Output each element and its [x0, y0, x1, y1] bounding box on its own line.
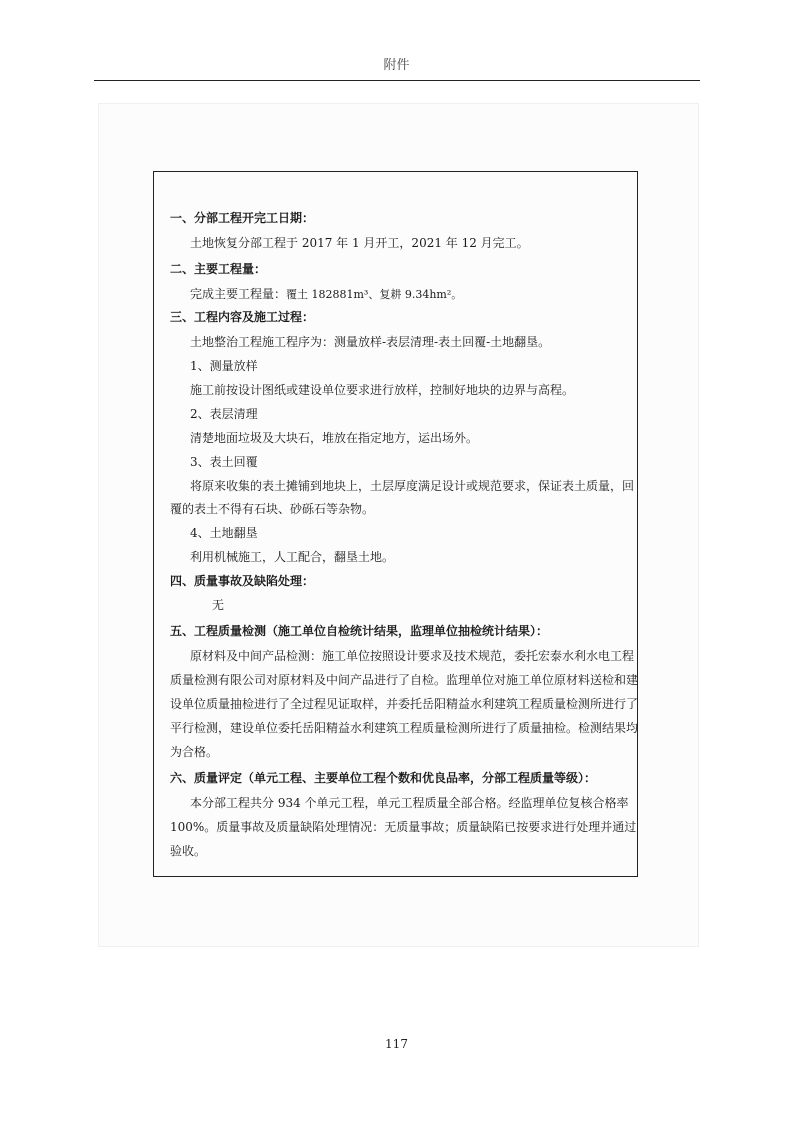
page-number: 117: [385, 1037, 408, 1051]
section-3-4-text: 利用机械施工，人工配合，翻垦土地。: [190, 550, 395, 564]
section-3-intro: 土地整治工程施工程序为：测量放样-表层清理-表土回覆-土地翻垦。: [190, 335, 551, 349]
section-5-text-4: 平行检测，建设单位委托岳阳精益水利建筑工程质量检测所进行了质量抽检。检测结果均: [170, 721, 639, 735]
section-3-1-title: 1、测量放样: [190, 359, 258, 373]
section-1-text: 土地恢复分部工程于 2017 年 1 月开工，2021 年 12 月完工。: [190, 236, 529, 250]
section-3-3-title: 3、表土回覆: [190, 455, 258, 469]
section-2-text-label: 完成主要工程量：: [190, 287, 287, 301]
section-3-heading: 三、工程内容及施工过程：: [170, 310, 315, 324]
section-2-text-values: 覆土 182881m³、复耕 9.34hm²。: [286, 288, 463, 301]
section-3-2-title: 2、表层清理: [190, 407, 258, 421]
section-2-text: [190, 287, 462, 302]
section-3-2-text: 清楚地面垃圾及大块石，堆放在指定地方，运出场外。: [190, 431, 479, 445]
section-6-text-3: 验收。: [170, 844, 207, 858]
section-6-heading: 六、质量评定（单元工程、主要单位工程个数和优良品率，分部工程质量等级）：: [170, 771, 597, 785]
section-5-text-5: 为合格。: [170, 745, 219, 759]
section-2-heading: 二、主要工程量：: [170, 262, 267, 276]
section-3-3-text-2: 覆的表土不得有石块、砂砾石等杂物。: [170, 502, 375, 516]
section-3-1-text: 施工前按设计图纸或建设单位要求进行放样，控制好地块的边界与高程。: [190, 383, 575, 397]
section-4-heading: 四、质量事故及缺陷处理：: [170, 574, 315, 588]
section-5-text-2: 质量检测有限公司对原材料及中间产品进行了自检。监理单位对施工单位原材料送检和建: [170, 673, 639, 687]
page-header: 附件: [383, 58, 410, 73]
section-5-text-1: 原材料及中间产品检测：施工单位按照设计要求及技术规范，委托宏泰水利水电工程: [190, 649, 635, 663]
section-6-text-1: 本分部工程共分 934 个单元工程，单元工程质量全部合格。经监理单位复核合格率: [190, 796, 629, 810]
section-5-heading: 五、工程质量检测（施工单位自检统计结果，监理单位抽检统计结果）：: [170, 624, 549, 638]
section-3-4-title: 4、土地翻垦: [190, 526, 258, 540]
section-5-text-3: 设单位质量抽检进行了全过程见证取样，并委托岳阳精益水利建筑工程质量检测所进行了: [170, 697, 639, 711]
section-4-text: 无: [212, 598, 225, 612]
section-6-text-2: 100%。质量事故及质量缺陷处理情况：无质量事故；质量缺陷已按要求进行处理并通过: [170, 820, 637, 834]
section-3-3-text-1: 将原来收集的表土摊铺到地块上，土层厚度满足设计或规范要求，保证表土质量，回: [190, 479, 635, 493]
header-divider: [94, 80, 700, 81]
section-1-heading: 一、分部工程开完工日期：: [170, 211, 315, 225]
